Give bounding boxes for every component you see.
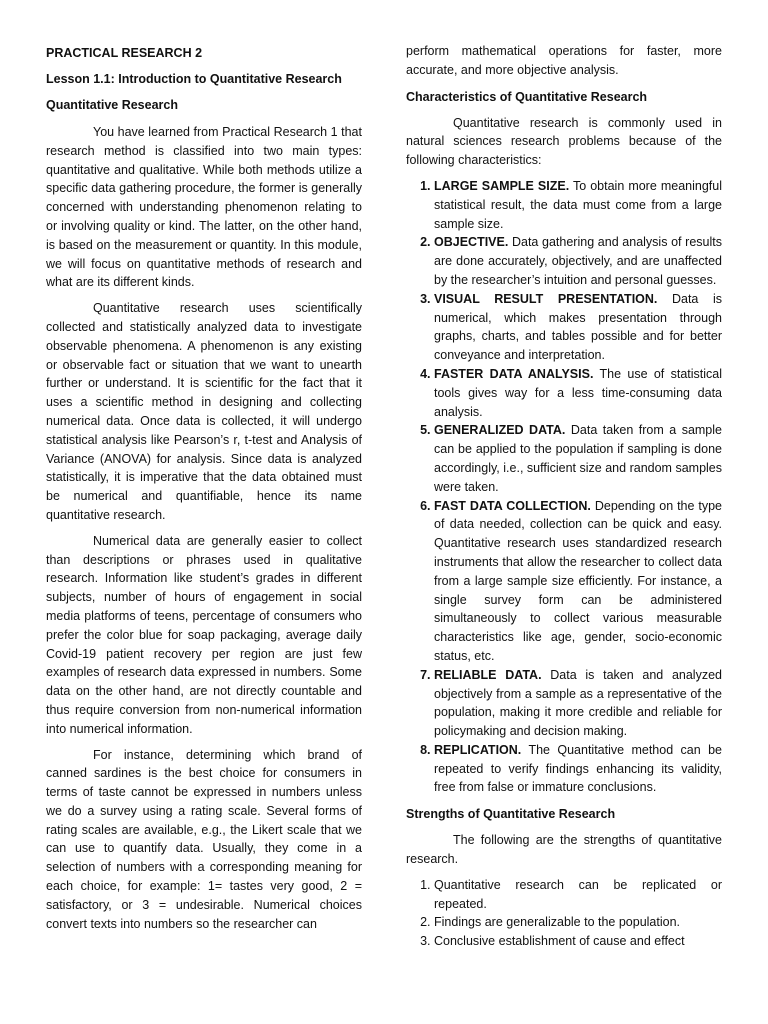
list-item: 7. RELIABLE DATA. Data is taken and analyzed objectively from a sample as a representative of the population, making it more credible and reliable for policymaking and decision making.: [434, 666, 722, 741]
list-item: 5. GENERALIZED DATA. Data taken from a sample can be applied to the population if sampling is done accordingly, i.e., sufficient size and random samples were taken.: [434, 421, 722, 496]
characteristics-list: [406, 177, 722, 797]
continued-paragraph: perform mathematical operations for faster, more accurate, and more objective analysis.: [406, 44, 722, 77]
list-item: 2. OBJECTIVE. Data gathering and analysis of results are done accurately, objectively, and are unaffected by the researcher’s intuition and personal guesses.: [434, 233, 722, 289]
body-paragraph: Quantitative research uses scientifically collected and statistically analyzed data to investigate observable phenomena. A phenomenon is any existing or observable fact or situation that we want to unearth further or understand. It is scientific for the fact that it uses a scientific method in designing and collecting numerical data. Once data is collected, it will undergo statistical analysis like Pearson’s r, t-test and Analysis of Variance (ANOVA) for analysis. Since data is analyzed statistically, it is imperative that the data obtained must be numerical and quantifiable, hence its name quantitative research.: [46, 301, 362, 522]
list-item: 3. Conclusive establishment of cause and effect: [434, 932, 722, 951]
list-item: 8. REPLICATION. The Quantitative method can be repeated to verify findings enhancing its validity, free from false or immature conclusions.: [434, 741, 722, 797]
right-column: [406, 40, 722, 959]
list-item: 2. Findings are generalizable to the population.: [434, 913, 722, 932]
characteristics-intro: Quantitative research is commonly used in natural sciences research problems because of the following characteristics:: [406, 115, 722, 168]
strengths-intro: The following are the strengths of quantitative research.: [406, 833, 722, 867]
body-paragraph: You have learned from Practical Research 1 that research method is classified into two main types: quantitative and qualitative. While both methods utilize a specific data gathering procedure, the former is generally concerned with understanding phenomenon relating to or involving quality or kind. The latter, on the other hand, is based on the measurement or quantity. In this module, we will focus on quantitative methods of research and what are its different kinds.: [46, 125, 362, 290]
list-item: 6. FAST DATA COLLECTION. Depending on the type of data needed, collection can be quick and easy. Quantitative research uses standardized research instruments that allow the researcher to collect data from a large sample size efficiently. For instance, a single survey form can be administered simultaneously to collect various measurable characteristics like age, gender, socio-economic status, etc.: [434, 497, 722, 666]
list-item: 3. VISUAL RESULT PRESENTATION. Data is numerical, which makes presentation through graphs, charts, and tables possible and for better conveyance and interpretation.: [434, 290, 722, 365]
strengths-heading: Strengths of Quantitative Research: [406, 807, 616, 822]
section-heading: Quantitative Research: [46, 98, 178, 112]
list-item: 4. FASTER DATA ANALYSIS. The use of statistical tools gives way for a less time-consuming data analysis.: [434, 365, 722, 421]
strengths-list: [406, 876, 722, 951]
course-title: PRACTICAL RESEARCH 2: [46, 46, 203, 60]
left-column: [46, 40, 362, 940]
list-item: 1. LARGE SAMPLE SIZE. To obtain more meaningful statistical result, the data must come from a large sample size.: [434, 177, 722, 233]
body-paragraph: For instance, determining which brand of canned sardines is the best choice for consumers in terms of taste cannot be expressed in numbers unless we do a survey using a rating scale. Several forms of rating scales are available, e.g., the Likert scale that we can use to quantify data. Usually, they come in a selection of numbers with a corresponding meaning for each choice, for example: 1= tastes very good, 2 = satisfactory, or 3 = undesirable. Numerical choices convert texts into numbers so the researcher can: [46, 747, 362, 931]
lesson-title: Lesson 1.1: Introduction to Quantitative Research: [46, 72, 342, 86]
list-item: 1. Quantitative research can be replicated or repeated.: [434, 876, 722, 914]
body-paragraph: Numerical data are generally easier to collect than descriptions or phrases used in qualitative research. Information like student’s grades in different subjects, number of hours of engagement in social media platforms of teens, percentage of consumers who prefer the color blue for soap packaging, average daily Covid-19 patient recovery per region are just few examples of research data expressed in numbers. Some data on the other hand, are not directly countable and thus require conversion from non-numerical information into numerical information.: [46, 533, 362, 736]
characteristics-heading: Characteristics of Quantitative Research: [406, 89, 648, 104]
